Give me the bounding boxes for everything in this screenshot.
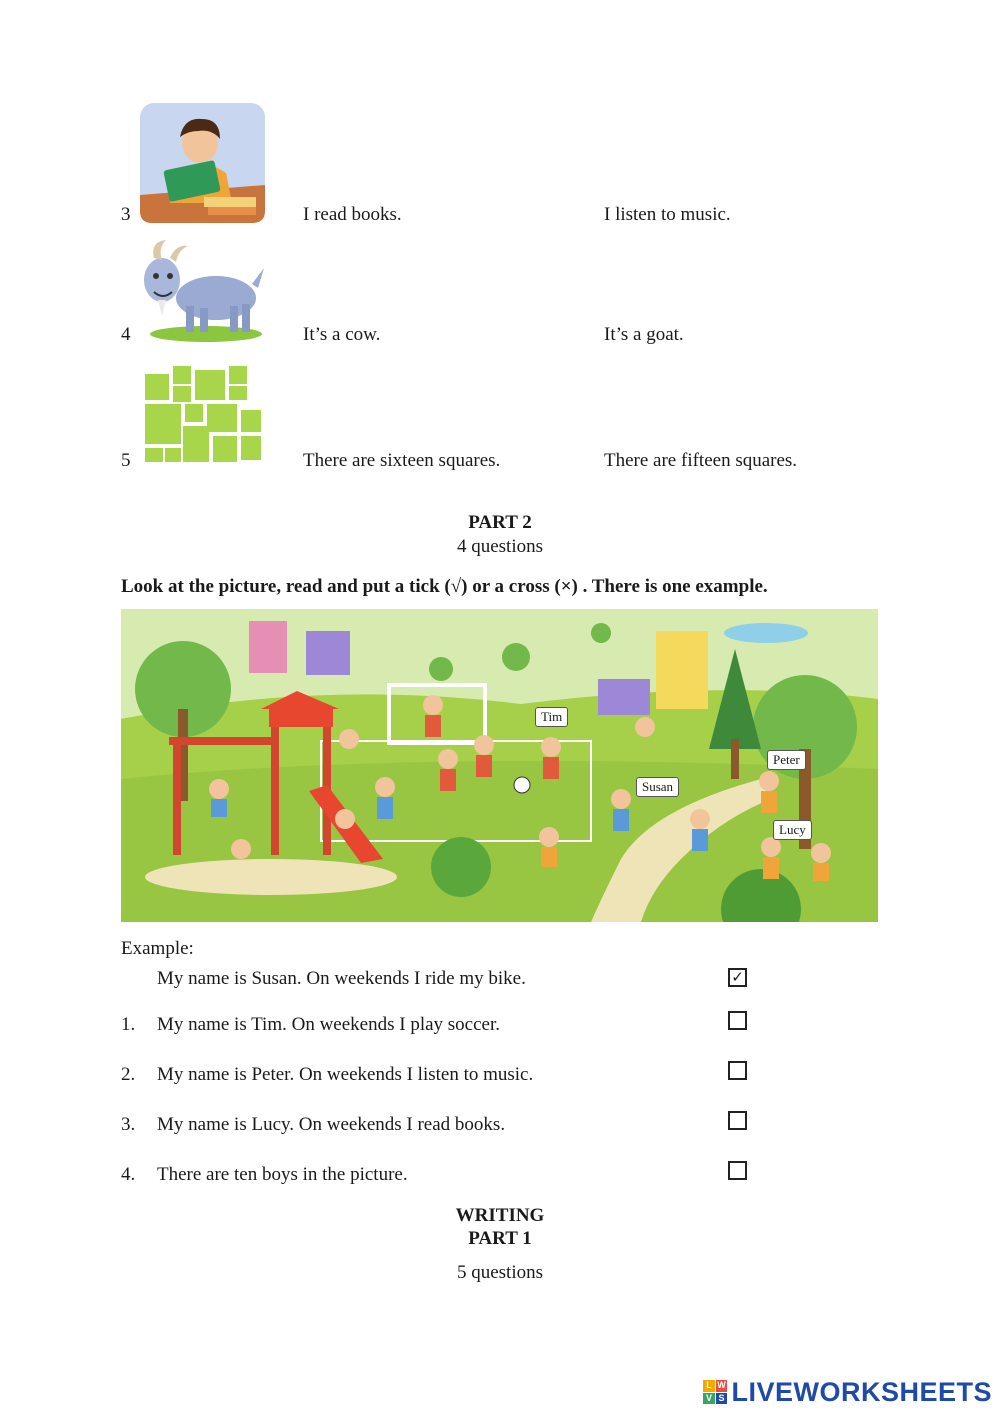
item-text: My name is Tim. On weekends I play soccer.	[157, 1014, 501, 1035]
option-a-text[interactable]: There are sixteen squares.	[303, 450, 501, 471]
example-label: Example:	[121, 938, 194, 959]
item-number: 2.	[121, 1064, 136, 1085]
answer-checkbox[interactable]	[728, 1161, 747, 1180]
example-sentence: My name is Susan. On weekends I ride my bike.	[157, 968, 526, 989]
liveworksheets-brand[interactable]	[703, 1377, 992, 1407]
part2-instruction: Look at the picture, read and put a tick (√) or a cross (×) . There is one example.	[121, 576, 768, 597]
question-number: 5	[121, 450, 131, 471]
picture-label: Tim	[535, 707, 568, 727]
goat-image	[136, 240, 266, 343]
writing-title: WRITING	[455, 1205, 545, 1226]
question-number: 3	[121, 204, 131, 225]
item-text: My name is Lucy. On weekends I read books.	[157, 1114, 506, 1135]
boy-reading-image	[140, 103, 265, 223]
answer-checkbox[interactable]	[728, 1061, 747, 1080]
park-picture	[121, 609, 878, 922]
question-number: 4	[121, 324, 131, 345]
brand-name: LIVEWORKSHEETS	[731, 1376, 992, 1407]
picture-label: Susan	[636, 777, 679, 797]
item-number: 1.	[121, 1014, 136, 1035]
answer-checkbox[interactable]	[728, 1111, 747, 1130]
liveworksheets-logo-icon: L W V S	[703, 1380, 727, 1404]
part2-subtitle: 4 questions	[456, 536, 544, 557]
example-checkbox: ✓	[728, 968, 747, 987]
writing-part-title: PART 1	[468, 1228, 532, 1249]
option-b-text[interactable]: There are fifteen squares.	[604, 450, 798, 471]
item-text: There are ten boys in the picture.	[157, 1164, 408, 1185]
green-squares-image	[143, 364, 263, 464]
option-a-text[interactable]: It’s a cow.	[303, 324, 381, 345]
option-b-text[interactable]: I listen to music.	[604, 204, 731, 225]
writing-subtitle: 5 questions	[456, 1262, 544, 1283]
item-number: 3.	[121, 1114, 136, 1135]
picture-label: Peter	[767, 750, 806, 770]
item-text: My name is Peter. On weekends I listen to music.	[157, 1064, 534, 1085]
picture-label: Lucy	[773, 820, 812, 840]
answer-checkbox[interactable]	[728, 1011, 747, 1030]
option-b-text[interactable]: It’s a goat.	[604, 324, 684, 345]
part2-title: PART 2	[468, 512, 532, 533]
option-a-text[interactable]: I read books.	[303, 204, 402, 225]
item-number: 4.	[121, 1164, 136, 1185]
